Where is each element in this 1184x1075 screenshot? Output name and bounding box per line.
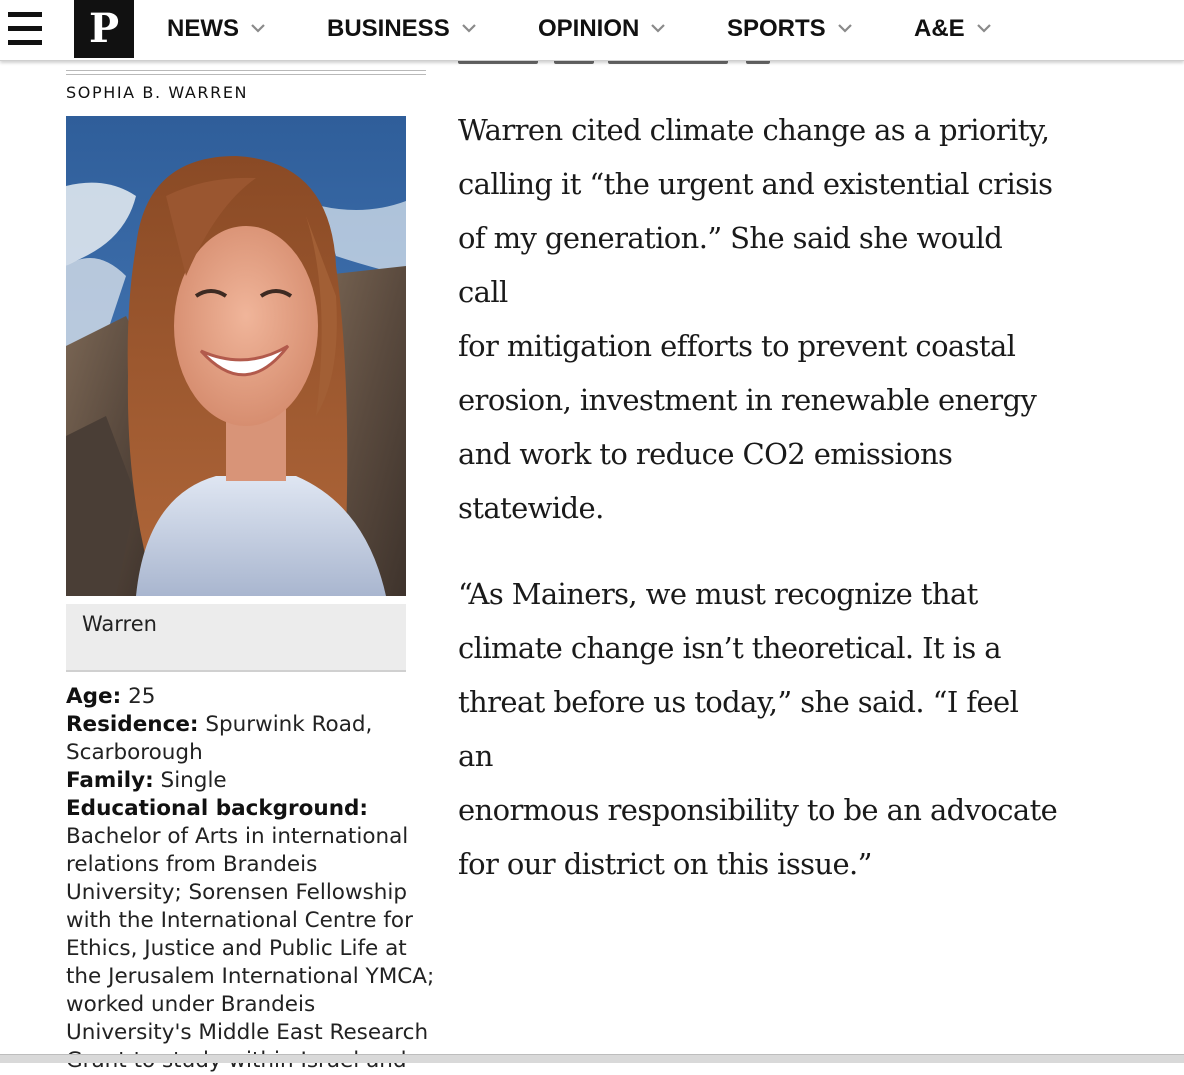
nav-item-sports[interactable] bbox=[727, 14, 852, 44]
menu-icon[interactable] bbox=[8, 12, 44, 46]
article-line: of my generation.” She said she would call bbox=[458, 221, 1003, 309]
nav-item-label: SPORTS bbox=[727, 15, 826, 42]
bio-label: Residence: bbox=[66, 712, 199, 737]
article-line: for our district on this issue.” bbox=[458, 847, 872, 881]
article-paragraph bbox=[458, 567, 1058, 891]
nav-item-label: NEWS bbox=[167, 15, 239, 42]
chevron-down-icon bbox=[651, 23, 665, 33]
article-line: “As Mainers, we must recognize that bbox=[458, 577, 978, 611]
bio-label: Age: bbox=[66, 684, 122, 709]
nav-item-ae[interactable] bbox=[914, 14, 991, 44]
bio-value: Spurwink Road, Scarborough bbox=[66, 712, 373, 765]
chevron-down-icon bbox=[462, 23, 476, 33]
nav-item-label: A&E bbox=[914, 15, 965, 42]
article-line: erosion, investment in renewable energy bbox=[458, 383, 1037, 417]
divider bbox=[66, 70, 426, 71]
bio-family bbox=[66, 767, 438, 795]
nav-item-label: BUSINESS bbox=[327, 15, 450, 42]
article-line: calling it “the urgent and existential crisis bbox=[458, 167, 1053, 201]
nav-item-label: OPINION bbox=[538, 15, 640, 42]
candidate-bio bbox=[66, 683, 438, 1075]
nav-item-opinion[interactable] bbox=[538, 14, 665, 44]
article-body bbox=[458, 103, 1058, 923]
bio-label: Family: bbox=[66, 768, 154, 793]
chevron-down-icon bbox=[977, 23, 991, 33]
photo-caption: Warren bbox=[66, 604, 406, 672]
nav-item-business[interactable] bbox=[327, 14, 476, 44]
article-line: enormous responsibility to be an advocate bbox=[458, 793, 1058, 827]
candidate-name: SOPHIA B. WARREN bbox=[66, 83, 249, 102]
site-logo[interactable]: P bbox=[74, 0, 134, 58]
bio-value: Single bbox=[160, 768, 227, 793]
article-line: and work to reduce CO2 emissions bbox=[458, 437, 953, 471]
bio-label: Educational background: bbox=[66, 796, 369, 821]
bio-text-line: Ethics, Justice and Public Life at bbox=[66, 936, 407, 961]
article-line: for mitigation efforts to prevent coastal bbox=[458, 329, 1016, 363]
article-line: threat before us today,” she said. “I feel an bbox=[458, 685, 1019, 773]
chevron-down-icon bbox=[251, 23, 265, 33]
bio-text-line: University; Sorensen Fellowship bbox=[66, 880, 407, 905]
bio-text-line: the Jerusalem International YMCA; bbox=[66, 964, 435, 989]
chevron-down-icon bbox=[838, 23, 852, 33]
bio-education bbox=[66, 795, 438, 823]
bio-age bbox=[66, 683, 438, 711]
bio-text-line: relations from Brandeis bbox=[66, 852, 318, 877]
bio-residence bbox=[66, 711, 438, 767]
bio-text-line: with the International Centre for bbox=[66, 908, 413, 933]
top-navigation-bar bbox=[0, 0, 1184, 61]
divider bbox=[66, 74, 426, 75]
article-line: Warren cited climate change as a priority, bbox=[458, 113, 1050, 147]
candidate-photo[interactable] bbox=[66, 116, 406, 596]
bio-text-line: worked under Brandeis bbox=[66, 992, 316, 1017]
bio-text-line: Bachelor of Arts in international bbox=[66, 824, 409, 849]
article-line: climate change isn’t theoretical. It is a bbox=[458, 631, 1001, 665]
nav-item-news[interactable] bbox=[167, 14, 265, 44]
article-line: statewide. bbox=[458, 491, 604, 525]
article-paragraph bbox=[458, 103, 1058, 535]
bio-text-line: University's Middle East Research bbox=[66, 1020, 429, 1045]
bio-value: 25 bbox=[128, 684, 156, 709]
